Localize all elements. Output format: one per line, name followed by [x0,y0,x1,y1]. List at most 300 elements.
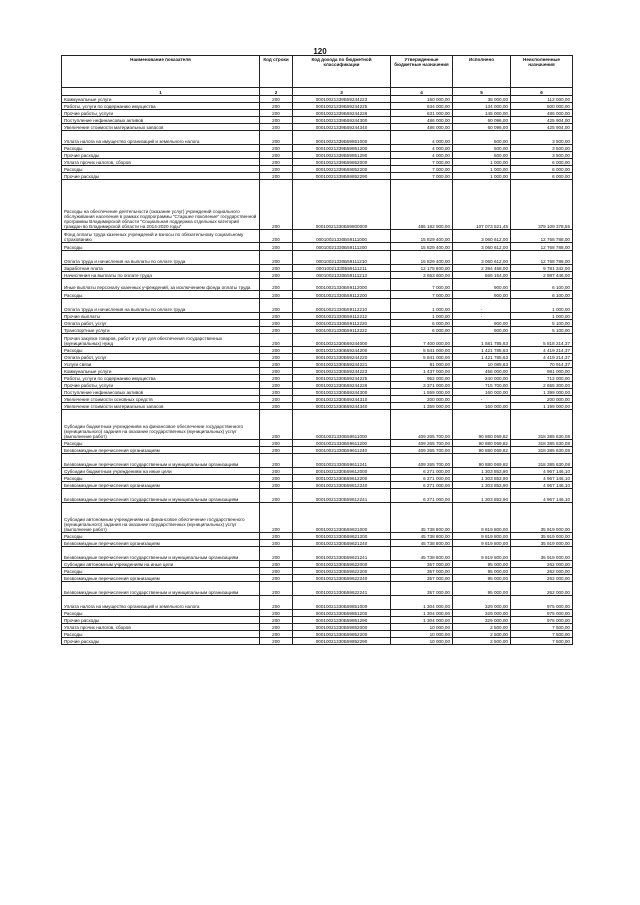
row-executed: 900,00 [453,291,511,299]
row-name: Прочие расходы [62,638,260,645]
row-income-code: 00010021330Б59111211 [293,265,391,272]
row-executed: 240 000,00 [453,375,511,382]
row-name: Расходы [62,568,260,575]
row-remaining: 1 000,00 [511,313,573,320]
col-number: 4 [391,88,453,96]
row-executed: 1 303 853,90 [453,468,511,475]
table-row [62,489,573,503]
row-line-code: 200 [260,568,293,575]
row-executed: 145 000,00 [453,110,511,117]
row-name: Оплата работ, услуг [62,354,260,361]
row-executed: 134 000,00 [453,103,511,110]
row-approved: 5 841 000,00 [391,347,453,354]
row-executed: 1 421 785,63 [453,354,511,361]
row-approved: 7 000,00 [391,166,453,173]
row-approved: 81 000,00 [391,361,453,368]
table-row [62,596,573,610]
row-income-code: 00010021339Б59852290 [293,173,391,180]
table-row [62,503,573,533]
row-remaining: 9 781 342,00 [511,265,573,272]
row-remaining: 425 904,00 [511,124,573,131]
table-row [62,617,573,624]
row-line-code: 200 [260,145,293,152]
row-income-code: 00010021339Б59244225 [293,103,391,110]
row-name: Прочие работы, услуги [62,382,260,389]
row-income-code: 00010021330Б59611200 [293,440,391,447]
row-name: Расходы [62,166,260,173]
row-line-code: 200 [260,617,293,624]
row-executed: 500,00 [453,131,511,145]
row-approved: 10 000,00 [391,631,453,638]
row-line-code: 200 [260,159,293,166]
row-name: Транспортные услуги [62,327,260,334]
row-remaining: 3 500,00 [511,145,573,152]
row-name: Увеличение стоимости материальных запасов [62,403,260,410]
row-line-code: 200 [260,117,293,124]
row-remaining: 7 500,00 [511,638,573,645]
row-line-code: 200 [260,447,293,454]
row-name: Прочие расходы [62,152,260,159]
row-income-code: 00010021330Б59612000 [293,468,391,475]
row-approved: 631 000,00 [391,110,453,117]
table-row [62,96,573,103]
row-approved: 409 265 700,00 [391,440,453,447]
row-executed: 95 000,00 [453,561,511,568]
row-approved: 1 559 000,00 [391,389,453,396]
row-remaining: 262 000,00 [511,568,573,575]
row-approved: 7 000,00 [391,279,453,291]
row-approved: 634 000,00 [391,103,453,110]
table-row [62,354,573,361]
row-line-code: 200 [260,313,293,320]
row-income-code: 00010021330Б59244310 [293,396,391,403]
row-line-code: 200 [260,279,293,291]
row-income-code: 00010021330Б59612240 [293,482,391,489]
row-remaining: 6 000,00 [511,159,573,166]
row-income-code: 00010021330Б59244200 [293,347,391,354]
row-executed: 38 000,00 [453,96,511,103]
table-row [62,631,573,638]
row-income-code: 00010021330Б59111000 [293,230,391,243]
header-name: Наименование показателя [62,56,260,88]
table-row [62,540,573,547]
table-row [62,575,573,582]
table-row [62,482,573,489]
row-income-code: 00010021330Б59112212 [293,313,391,320]
row-approved: 45 738 800,00 [391,547,453,561]
row-line-code: 200 [260,547,293,561]
table-row [62,447,573,454]
row-name: Уплата прочих налогов, сборов [62,624,260,631]
row-approved: 1 437 000,00 [391,368,453,375]
row-executed: - [453,299,511,313]
row-approved: 200 000,00 [391,396,453,403]
row-remaining: 1 199 000,00 [511,403,573,410]
row-income-code: 00010021330Б59622240 [293,575,391,582]
row-line-code: 200 [260,582,293,596]
row-remaining: 262 000,00 [511,582,573,596]
row-income-code: 00010021330Б59244221 [293,361,391,368]
row-income-code: 00010021330Б59112200 [293,291,391,299]
table-row [62,410,573,440]
row-remaining: 6 100,00 [511,279,573,291]
row-name: Услуги связи [62,361,260,368]
row-name: Безвозмездные перечисления организациям [62,447,260,454]
row-income-code: 00010021330Б59851200 [293,610,391,617]
row-remaining: 975 000,00 [511,617,573,624]
row-line-code: 200 [260,299,293,313]
row-approved: 409 265 700,00 [391,447,453,454]
row-income-code: 00010021339Б59244226 [293,110,391,117]
row-name: Расходы [62,291,260,299]
row-executed: 2 394 458,00 [453,265,511,272]
row-line-code: 200 [260,489,293,503]
row-approved: 10 000,00 [391,638,453,645]
row-executed: 2 500,00 [453,631,511,638]
row-income-code: 00010021330Б59851290 [293,617,391,624]
table-row [62,279,573,291]
row-income-code: 00010021330Б59622000 [293,561,391,568]
row-line-code: 200 [260,265,293,272]
row-line-code: 200 [260,291,293,299]
header-executed: Исполнено [453,56,511,88]
row-name: Безвозмездные перечисления государственным и муниципальным организациям [62,454,260,468]
row-name: Расходы на обеспечение деятельности (оказание услуг) учреждений социального обслуживания населения в рамках подпрограммы "Старшее поколение" государственной программы Владимирской области "Социальная поддержка отдельных категорий граждан во Владимирской области на 2014-2020 годы" [62,180,260,230]
row-executed: 60 096,00 [453,117,511,124]
row-remaining: 35 919 000,00 [511,533,573,540]
table-row [62,389,573,396]
row-income-code: 00010021330Б59622200 [293,568,391,575]
row-name: Расходы [62,347,260,354]
row-executed: 1 000,00 [453,173,511,180]
table-row [62,272,573,279]
row-approved: 7 000,00 [391,173,453,180]
row-executed: 1 303 853,90 [453,482,511,489]
row-income-code: 00010021330Б59611000 [293,410,391,440]
header-code-income: Код дохода по бюджетной классификации [293,56,391,88]
row-income-code: 00010021330Б59244226 [293,382,391,389]
row-line-code: 200 [260,575,293,582]
row-executed: 95 000,00 [453,582,511,596]
row-line-code: 200 [260,251,293,265]
row-executed: 329 000,00 [453,617,511,624]
table-row [62,334,573,347]
row-income-code: 00010021330Б59800000 [293,180,391,230]
row-approved: 6 271 000,00 [391,468,453,475]
row-remaining: 712 000,00 [511,375,573,382]
row-approved: 6 000,00 [391,320,453,327]
row-remaining: 318 385 630,08 [511,410,573,440]
row-approved: 357 000,00 [391,561,453,568]
row-executed: 329 000,00 [453,610,511,617]
row-remaining: 4 967 146,10 [511,489,573,503]
row-name: Субсидии автономным учреждениям на иные цели [62,561,260,568]
table-row [62,313,573,320]
row-line-code: 200 [260,624,293,631]
table-body [62,96,573,645]
row-executed: 1 303 853,90 [453,489,511,503]
row-name: Работы, услуги по содержанию имущества [62,103,260,110]
row-approved: 1 000,00 [391,313,453,320]
row-income-code: 00010021330Б59621241 [293,547,391,561]
col-number: 2 [260,88,293,96]
row-income-code: 00010021330Б59244340 [293,403,391,410]
row-name: Безвозмездные перечисления государственным и муниципальным организациям [62,582,260,596]
row-income-code: 00010021330Б59852290 [293,638,391,645]
table-row [62,117,573,124]
row-name: Безвозмездные перечисления организациям [62,482,260,489]
table-row [62,145,573,152]
row-name: Субсидии автономным учреждениям на финансовое обеспечение государственного (муниципального) задания на оказание государственных (муниципальных) услуг (выполнение работ) [62,503,260,533]
table-row [62,265,573,272]
row-name: Оплата труда и начисления на выплаты по оплате труда [62,299,260,313]
row-remaining: 35 919 000,00 [511,547,573,561]
row-line-code: 200 [260,334,293,347]
row-name: Оплата труда и начисления на выплаты по оплате труда [62,251,260,265]
table-row [62,320,573,327]
row-approved: 7 000,00 [391,291,453,299]
row-name: Фонд оплаты труда казенных учреждений и взносы по обязательному социальному страхованию [62,230,260,243]
row-income-code: 00010021330Б59244300 [293,389,391,396]
row-income-code: 00010021339Б59244223 [293,96,391,103]
row-executed: 9 819 800,00 [453,533,511,540]
table-header-row [62,56,573,88]
row-approved: 486 182 900,00 [391,180,453,230]
row-remaining: 4 419 214,37 [511,347,573,354]
row-name: Поступление нефинансовых активов [62,389,260,396]
row-remaining: 12 768 788,00 [511,251,573,265]
row-remaining: 981 000,00 [511,368,573,375]
row-executed: 3 060 612,00 [453,251,511,265]
row-line-code: 200 [260,272,293,279]
row-line-code: 200 [260,110,293,117]
row-executed: 90 880 069,82 [453,447,511,454]
row-remaining: 4 967 146,10 [511,482,573,489]
row-income-code: 00010021339Б59244300 [293,117,391,124]
row-approved: 1 000,00 [391,299,453,313]
row-executed: 1 000,00 [453,166,511,173]
header-unexecuted: Неисполненные назначения [511,56,573,88]
row-approved: 486 000,00 [391,124,453,131]
row-remaining: 12 768 788,00 [511,243,573,251]
row-name: Субсидии бюджетным учреждениям на финансовое обеспечение государственного (муниципального) задания на оказание государственных (муниципальных) услуг (выполнение работ) [62,410,260,440]
row-line-code: 200 [260,440,293,447]
table-row [62,159,573,166]
row-remaining: 5 100,00 [511,320,573,327]
table-row [62,131,573,145]
row-name: Оплата работ, услуг [62,320,260,327]
table-row [62,103,573,110]
row-remaining: 35 919 000,00 [511,540,573,547]
col-number: 6 [511,88,573,96]
table-row [62,110,573,117]
row-name: Начисления на выплаты по оплате труда [62,272,260,279]
row-name: Расходы [62,145,260,152]
row-income-code: 00010021330Б59612241 [293,489,391,503]
row-executed: - [453,396,511,403]
row-name: Субсидии бюджетным учреждениям на иные цели [62,468,260,475]
row-line-code: 200 [260,638,293,645]
row-remaining: 6 000,00 [511,173,573,180]
row-line-code: 200 [260,354,293,361]
row-name: Увеличение стоимости материальных запасов [62,124,260,131]
row-line-code: 200 [260,503,293,533]
row-line-code: 200 [260,561,293,568]
row-income-code: 00010021330Б59611241 [293,454,391,468]
row-name: Расходы [62,631,260,638]
table-row [62,291,573,299]
row-remaining: 2 655 300,00 [511,382,573,389]
row-approved: 409 265 700,00 [391,454,453,468]
table-row [62,454,573,468]
row-remaining: 6 000,00 [511,166,573,173]
table-row [62,375,573,382]
row-approved: 6 271 000,00 [391,475,453,482]
row-approved: 45 738 800,00 [391,503,453,533]
row-income-code: 00010021339Б59851290 [293,152,391,159]
row-line-code: 200 [260,596,293,610]
row-line-code: 200 [260,610,293,617]
row-income-code: 00010021339Б59851200 [293,145,391,152]
row-line-code: 200 [260,166,293,173]
row-line-code: 200 [260,403,293,410]
row-remaining: 70 914,37 [511,361,573,368]
row-remaining: 975 000,00 [511,596,573,610]
col-number: 5 [453,88,511,96]
row-name: Уплата налога на имущество организаций и земельного налога [62,596,260,610]
row-income-code: 00010021339Б59244340 [293,124,391,131]
col-number: 1 [62,88,260,96]
row-line-code: 200 [260,152,293,159]
table-row [62,230,573,243]
row-executed: 900,00 [453,320,511,327]
row-income-code: 00010021330Б59112210 [293,299,391,313]
row-line-code: 200 [260,243,293,251]
table-row [62,533,573,540]
row-line-code: 200 [260,382,293,389]
table-row [62,327,573,334]
row-executed: 1 000,00 [453,159,511,166]
table-row [62,468,573,475]
budget-execution-table [61,55,573,645]
row-approved: 15 829 400,00 [391,251,453,265]
row-approved: 10 000,00 [391,624,453,631]
row-executed: 2 500,00 [453,638,511,645]
row-income-code: 00010021330Б59621000 [293,503,391,533]
row-income-code: 00010021330Б59112220 [293,320,391,327]
row-name: Увеличение стоимости основных средств [62,396,260,403]
row-line-code: 200 [260,180,293,230]
row-remaining: 4 967 146,10 [511,468,573,475]
row-income-code: 00010021330Б59621240 [293,540,391,547]
row-income-code: 00010021330Б59112000 [293,279,391,291]
row-approved: 15 829 400,00 [391,230,453,243]
table-row [62,124,573,131]
row-line-code: 200 [260,375,293,382]
table-row [62,251,573,265]
row-name: Расходы [62,440,260,447]
table-row [62,180,573,230]
row-line-code: 200 [260,103,293,110]
row-line-code: 200 [260,124,293,131]
table-row [62,361,573,368]
row-name: Работы, услуги по содержанию имущества [62,375,260,382]
row-remaining: 318 385 630,08 [511,454,573,468]
row-line-code: 200 [260,396,293,403]
row-remaining: 6 100,00 [511,291,573,299]
row-name: Прочие выплаты [62,313,260,320]
row-executed: 160 000,00 [453,403,511,410]
row-executed: 3 060 612,00 [453,243,511,251]
table-row [62,347,573,354]
row-approved: 12 175 800,00 [391,265,453,272]
table-row [62,368,573,375]
row-name: Прочая закупка товаров, работ и услуг для обеспечения государственных (муниципальных) нужд [62,334,260,347]
row-income-code: 00010021330Б59244220 [293,354,391,361]
row-name: Безвозмездные перечисления государственным и муниципальным организациям [62,547,260,561]
row-name: Коммунальные услуги [62,368,260,375]
row-executed: 456 000,00 [453,368,511,375]
row-remaining: 425 904,00 [511,117,573,124]
row-income-code: 00010021330Б59621200 [293,533,391,540]
row-income-code: 00010021330Б59612200 [293,475,391,482]
row-executed: 107 073 521,45 [453,180,511,230]
row-line-code: 200 [260,482,293,489]
table-row [62,396,573,403]
header-approved: Утвержденные бюджетные назначения [391,56,453,88]
row-line-code: 200 [260,533,293,540]
row-executed: 1 581 785,63 [453,334,511,347]
row-line-code: 200 [260,410,293,440]
row-approved: 7 400 000,00 [391,334,453,347]
row-executed: 900,00 [453,327,511,334]
row-approved: 357 000,00 [391,582,453,596]
table-row [62,403,573,410]
row-line-code: 200 [260,347,293,354]
row-income-code: 00010021339Б59852000 [293,159,391,166]
table-row [62,624,573,631]
row-executed: 1 421 785,63 [453,347,511,354]
row-name: Уплата налога на имущество организаций и земельного налога [62,131,260,145]
row-remaining: 3 500,00 [511,131,573,145]
row-income-code: 00010021339Б59852200 [293,166,391,173]
row-executed: 90 880 069,82 [453,410,511,440]
row-approved: 15 829 400,00 [391,243,453,251]
row-executed: 500,00 [453,145,511,152]
table-row [62,582,573,596]
row-remaining: 4 419 214,37 [511,354,573,361]
row-name: Безвозмездные перечисления организациям [62,540,260,547]
table-row [62,638,573,645]
row-approved: 3 371 000,00 [391,382,453,389]
row-name: Прочие расходы [62,617,260,624]
row-line-code: 200 [260,631,293,638]
row-approved: 5 841 000,00 [391,354,453,361]
row-remaining: 12 768 788,00 [511,230,573,243]
row-income-code: 00010021330Б59244225 [293,375,391,382]
row-remaining: 500 000,00 [511,103,573,110]
row-income-code: 00010021330Б59112222 [293,327,391,334]
row-income-code: 00010021330Б59244000 [293,334,391,347]
row-name: Безвозмездные перечисления государственным и муниципальным организациям [62,489,260,503]
table-row [62,547,573,561]
row-name: Иные выплаты персоналу казенных учреждений, за исключением фонда оплаты труда [62,279,260,291]
row-remaining: 7 500,00 [511,624,573,631]
row-remaining: 7 500,00 [511,631,573,638]
row-executed: 500,00 [453,152,511,159]
row-line-code: 200 [260,468,293,475]
row-income-code: 00010021330Б59852000 [293,624,391,631]
